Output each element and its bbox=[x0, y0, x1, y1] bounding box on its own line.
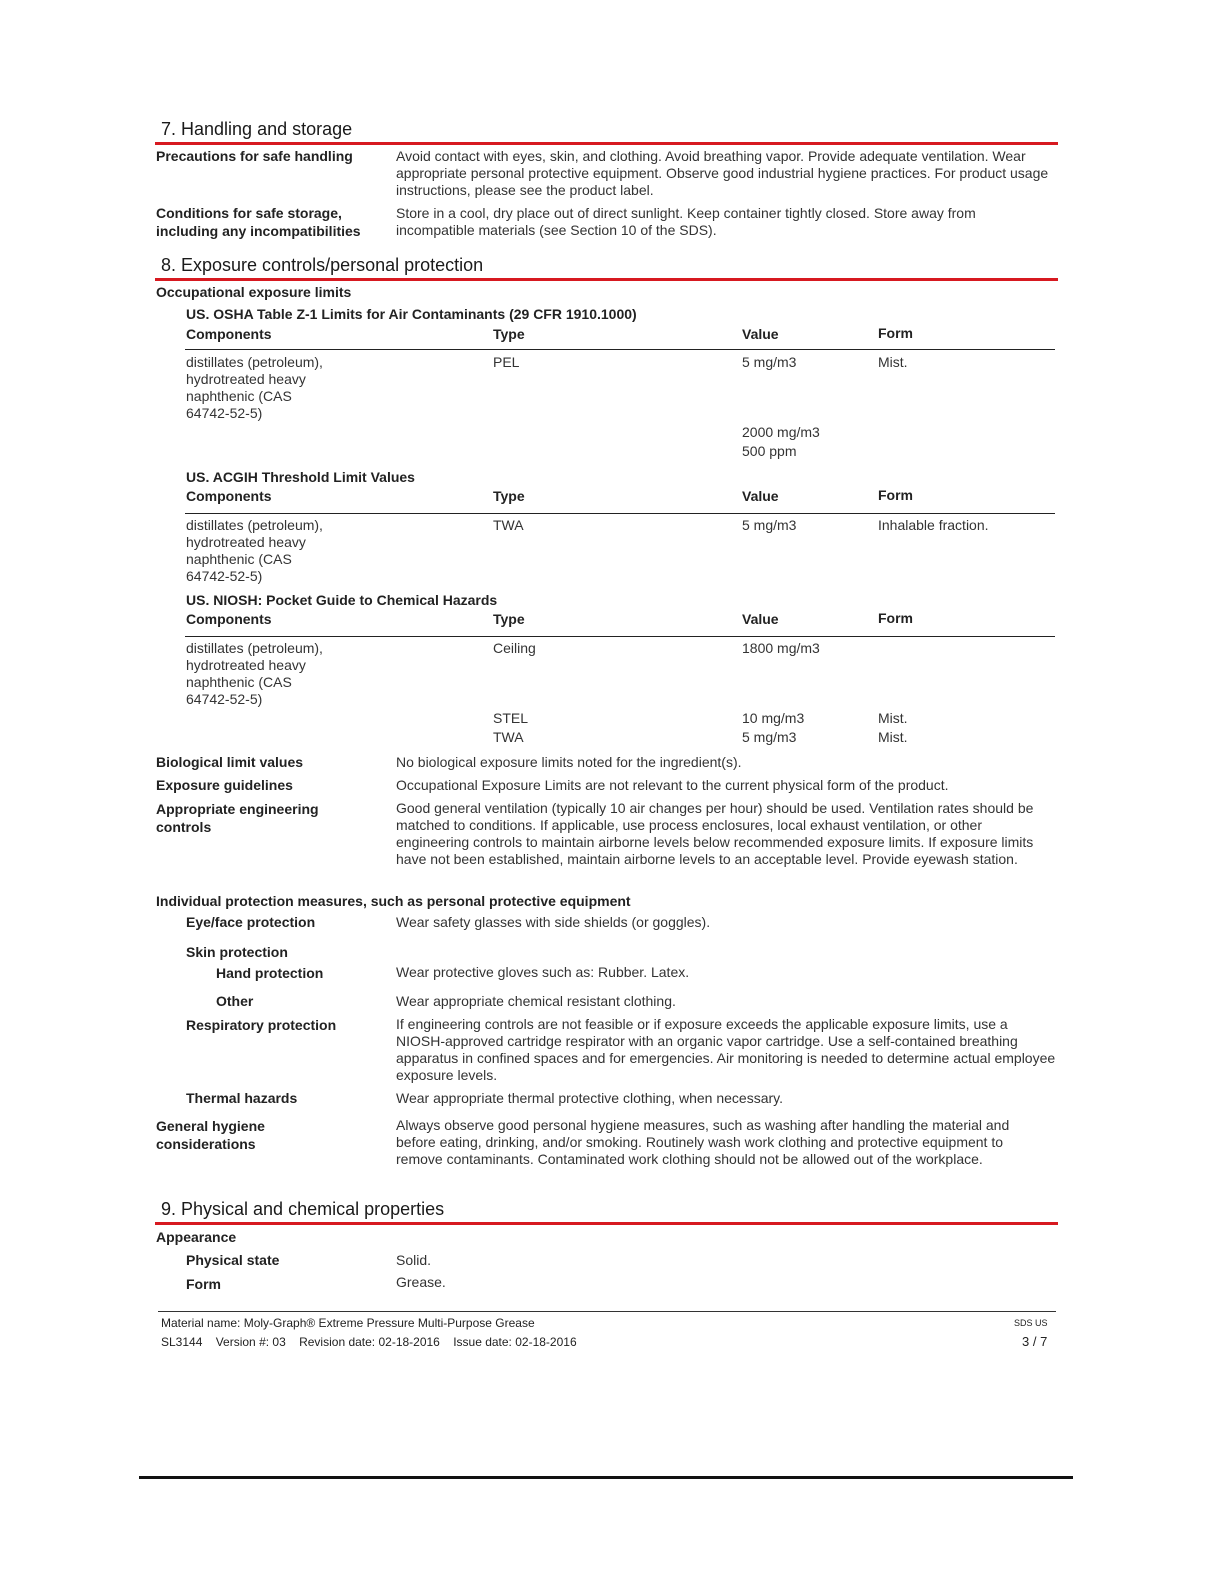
osha-component-line4: 64742-52-5) bbox=[186, 405, 263, 421]
bio-label: Biological limit values bbox=[156, 754, 304, 770]
acgih-table-title: US. ACGIH Threshold Limit Values bbox=[186, 469, 415, 485]
osha-form-1: Mist. bbox=[878, 354, 908, 370]
section-8-rule bbox=[155, 278, 1058, 281]
physical-state-value: Solid. bbox=[396, 1252, 432, 1268]
page-bottom-bar bbox=[139, 1476, 1073, 1479]
section-9-rule bbox=[155, 1222, 1058, 1225]
section-9-title: 9. Physical and chemical properties bbox=[161, 1199, 445, 1219]
precautions-label: Precautions for safe handling bbox=[156, 148, 353, 164]
storage-label-line1: Conditions for safe storage, bbox=[156, 205, 342, 221]
acgih-header-form: Form bbox=[878, 487, 913, 503]
resp-text: If engineering controls are not feasible or if exposure exceeds the applicable exposure limits, use a NIOSH-approved cartridge respirator with an organic vapor cartridge. Use a self-contained breathing apparatus in confined spaces and for emergencies. Air monitoring is needed to determine actual employee exposure levels. bbox=[396, 1016, 1056, 1083]
acgih-form-1: Inhalable fraction. bbox=[878, 517, 989, 533]
acgih-component-line4: 64742-52-5) bbox=[186, 568, 263, 584]
acgih-header-components: Components bbox=[186, 488, 272, 504]
niosh-table-title: US. NIOSH: Pocket Guide to Chemical Hazards bbox=[186, 592, 498, 608]
acgih-component-line1: distillates (petroleum), bbox=[186, 517, 323, 533]
bio-text: No biological exposure limits noted for the ingredient(s). bbox=[396, 754, 742, 770]
osha-header-form: Form bbox=[878, 325, 913, 341]
hygiene-text: Always observe good personal hygiene measures, such as washing after handling the material and before eating, drinking, and/or smoking. Routinely wash work clothing and protective equipment to remove contaminants. Contaminated work clothing should not be allowed out of the workplace. bbox=[396, 1117, 1010, 1167]
niosh-form-2: Mist. bbox=[878, 710, 908, 726]
appearance-label: Appearance bbox=[156, 1229, 237, 1245]
acgih-component-line3: naphthenic (CAS bbox=[186, 551, 292, 567]
footer-sds-code: SDS US bbox=[1014, 1318, 1048, 1328]
ppe-label: Individual protection measures, such as personal protective equipment bbox=[156, 893, 631, 909]
footer-page-number: 3 / 7 bbox=[1022, 1334, 1048, 1349]
niosh-value-3: 5 mg/m3 bbox=[742, 729, 797, 745]
storage-text: Store in a cool, dry place out of direct sunlight. Keep container tightly closed. Store away from incompatible materials (see Section 10 of the SDS). bbox=[396, 205, 976, 238]
eye-label: Eye/face protection bbox=[186, 914, 316, 930]
acgih-header-type: Type bbox=[493, 488, 525, 504]
niosh-form-3: Mist. bbox=[878, 729, 908, 745]
niosh-value-2: 10 mg/m3 bbox=[742, 710, 805, 726]
niosh-type-stel: STEL bbox=[493, 710, 529, 726]
acgih-header-rule bbox=[185, 513, 1055, 514]
guidelines-text: Occupational Exposure Limits are not relevant to the current physical form of the product. bbox=[396, 777, 949, 793]
osha-value-2: 2000 mg/m3 bbox=[742, 424, 820, 440]
oel-label: Occupational exposure limits bbox=[156, 284, 352, 300]
niosh-type-ceiling: Ceiling bbox=[493, 640, 536, 656]
osha-component-line3: naphthenic (CAS bbox=[186, 388, 292, 404]
hygiene-label-line1: General hygiene bbox=[156, 1118, 265, 1134]
osha-header-type: Type bbox=[493, 326, 525, 342]
niosh-component-line3: naphthenic (CAS bbox=[186, 674, 292, 690]
hand-label: Hand protection bbox=[216, 965, 324, 981]
osha-component-line1: distillates (petroleum), bbox=[186, 354, 323, 370]
footer-material-name: Material name: Moly-Graph® Extreme Pressure Multi-Purpose Grease bbox=[161, 1316, 535, 1330]
other-text: Wear appropriate chemical resistant clothing. bbox=[396, 993, 676, 1009]
niosh-type-twa: TWA bbox=[493, 729, 524, 745]
osha-value-3: 500 ppm bbox=[742, 443, 797, 459]
eng-text: Good general ventilation (typically 10 air changes per hour) should be used. Ventilation rates should be matched to conditions. If applicable, use process enclosures, local exhaust ventilation, or other engineering controls to maintain airborne levels below recommended exposure limits. If exposure limits have not been established, maintain airborne levels to an acceptable level. Provide eyewash station. bbox=[396, 800, 1034, 867]
footer-version-info: SL3144 Version #: 03 Revision date: 02-18-2016 Issue date: 02-18-2016 bbox=[161, 1335, 577, 1349]
osha-header-rule bbox=[185, 349, 1055, 350]
osha-value-1: 5 mg/m3 bbox=[742, 354, 797, 370]
osha-table-title: US. OSHA Table Z-1 Limits for Air Contaminants (29 CFR 1910.1000) bbox=[186, 306, 637, 322]
niosh-header-rule bbox=[185, 636, 1055, 637]
niosh-component-line2: hydrotreated heavy bbox=[186, 657, 306, 673]
form-value: Grease. bbox=[396, 1274, 446, 1290]
niosh-value-1: 1800 mg/m3 bbox=[742, 640, 820, 656]
eye-text: Wear safety glasses with side shields (or goggles). bbox=[396, 914, 711, 930]
thermal-label: Thermal hazards bbox=[186, 1090, 298, 1106]
niosh-header-value: Value bbox=[742, 611, 779, 627]
form-label: Form bbox=[186, 1276, 221, 1292]
section-7-rule bbox=[155, 142, 1058, 145]
section-7-title: 7. Handling and storage bbox=[161, 119, 353, 139]
skin-label: Skin protection bbox=[186, 944, 288, 960]
storage-label-line2: including any incompatibilities bbox=[156, 223, 361, 239]
hygiene-label-line2: considerations bbox=[156, 1136, 256, 1152]
niosh-component-line1: distillates (petroleum), bbox=[186, 640, 323, 656]
osha-type-pel: PEL bbox=[493, 354, 520, 370]
footer-rule bbox=[158, 1311, 1056, 1312]
section-8-title: 8. Exposure controls/personal protection bbox=[161, 255, 484, 275]
osha-component-line2: hydrotreated heavy bbox=[186, 371, 306, 387]
resp-label: Respiratory protection bbox=[186, 1017, 337, 1033]
osha-header-components: Components bbox=[186, 326, 272, 342]
hand-text: Wear protective gloves such as: Rubber. Latex. bbox=[396, 964, 690, 980]
niosh-component-line4: 64742-52-5) bbox=[186, 691, 263, 707]
guidelines-label: Exposure guidelines bbox=[156, 777, 293, 793]
acgih-header-value: Value bbox=[742, 488, 779, 504]
other-label: Other bbox=[216, 993, 254, 1009]
thermal-text: Wear appropriate thermal protective clothing, when necessary. bbox=[396, 1090, 784, 1106]
acgih-value-1: 5 mg/m3 bbox=[742, 517, 797, 533]
niosh-header-type: Type bbox=[493, 611, 525, 627]
acgih-type-twa: TWA bbox=[493, 517, 524, 533]
eng-label-line1: Appropriate engineering bbox=[156, 801, 319, 817]
niosh-header-form: Form bbox=[878, 610, 913, 626]
physical-state-label: Physical state bbox=[186, 1252, 280, 1268]
precautions-text: Avoid contact with eyes, skin, and clothing. Avoid breathing vapor. Provide adequate ventilation. Wear appropriate personal protective equipment. Observe good industrial hygiene practices. For product usage instructions, please see the product label. bbox=[396, 148, 1049, 198]
niosh-header-components: Components bbox=[186, 611, 272, 627]
eng-label-line2: controls bbox=[156, 819, 212, 835]
acgih-component-line2: hydrotreated heavy bbox=[186, 534, 306, 550]
osha-header-value: Value bbox=[742, 326, 779, 342]
